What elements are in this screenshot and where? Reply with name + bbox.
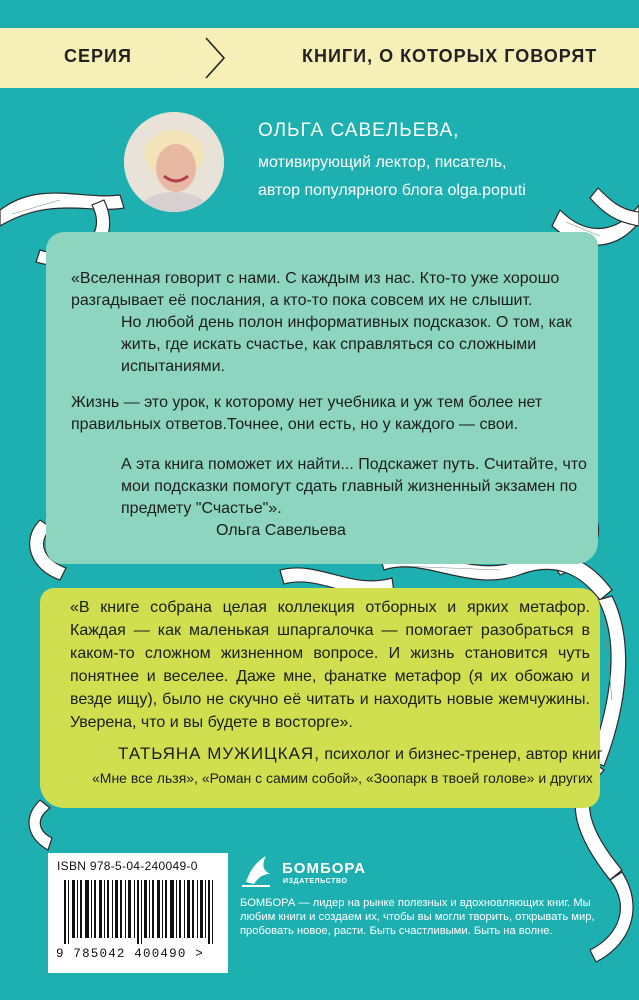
review-text: «В книге собрана целая коллекция отборных и ярких метафор. Каждая — как маленькая шпаргалочка — помогает разобраться в каком-то сложном жизненном вопросе. И жизнь становится чуть понятнее и веселее. Даже мне, фанатке метафор (я их обожаю и везде ищу), было не скучно её читать и находить новые жемчужины. Уверена, что и вы будете в восторге». [70,599,590,731]
series-banner [0,28,639,88]
author-description-line-1: мотивирующий лектор, писатель, [258,154,507,171]
isbn-number: ISBN 978-5-04-240049-0 [57,859,198,873]
reviewer-credit [118,744,603,764]
reviewer-books: «Мне все льзя», «Роман с самим собой», «Зоопарк в твоей голове» и других [92,770,593,786]
quote-paragraph-4: А эта книга поможет их найти... Подскажет путь. Считайте, что мои подсказки помогут сдать главный жизненный экзамен по предмету "Счастье"». [121,456,587,517]
author-photo [124,112,224,212]
publisher-subtitle: ИЗДАТЕЛЬСТВО [283,878,348,885]
quote-signature: Ольга Савельева [216,522,346,539]
quote-paragraph-3: Жизнь — это урок, к которому нет учебника и уж тем более нет правильных ответов.Точнее, они есть, но у каждого — свои. [71,394,543,433]
reviewer-name: ТАТЬЯНА МУЖИЦКАЯ, [118,744,320,763]
series-title: КНИГИ, О КОТОРЫХ ГОВОРЯТ [302,46,598,66]
quote-paragraph-2: Но любой день полон информативных подсказок. О том, как жить, где искать счастье, как справляться со сложными испытаниями. [121,314,572,375]
barcode-icon [64,880,220,944]
chevron-right-icon [204,36,226,80]
series-label: СЕРИЯ [64,46,132,66]
publisher-name: БОМБОРА [282,860,366,877]
author-description-line-2: автор популярного блога olga.poputi [258,182,526,199]
quote-paragraph-1: «Вселенная говорит с нами. С каждым из нас. Кто-то уже хорошо разгадывает её послания, а кто-то пока совсем их не слышит. [71,270,560,309]
barcode-number: 9 785042 400490 > [56,947,204,961]
bombora-logo-icon [240,852,280,888]
publisher-description: БОМБОРА — лидер на рынке полезных и вдохновляющих книг. Мы любим книги и создаем их, чтобы вы могли творить, открывать мир, пробовать новое, расти. Быть счастливыми. Быть на волне. [240,897,595,937]
reviewer-role: психолог и бизнес-тренер, автор книг [319,746,603,763]
author-name: ОЛЬГА САВЕЛЬЕВА, [258,120,460,141]
